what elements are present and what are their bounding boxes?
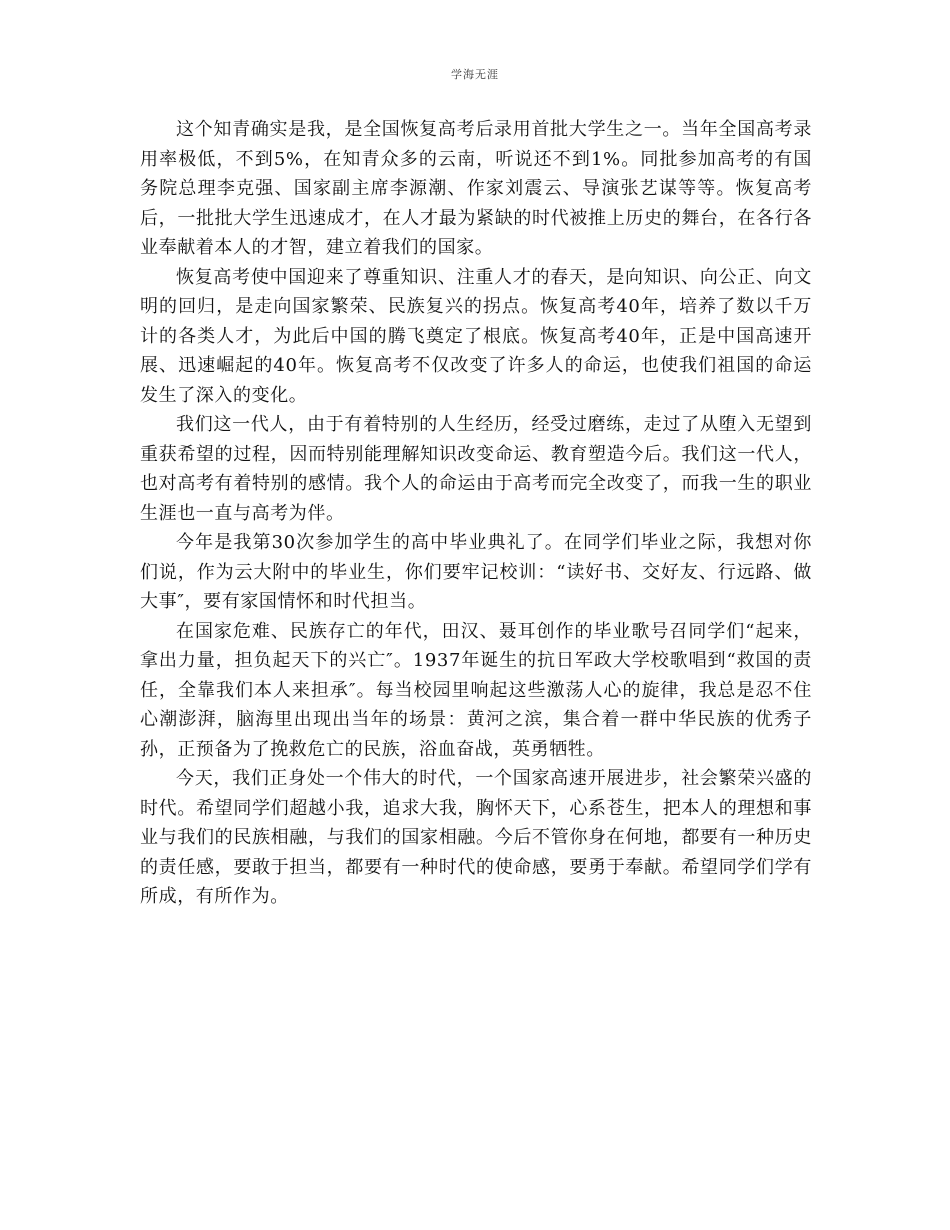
paragraph: 我们这一代人，由于有着特别的人生经历，经受过磨练，走过了从堕入无望到重获希望的过程，因而特别能理解知识改变命运、教育塑造今后。我们这一代人，也对高考有着特别的感情。我个人的命运由于高考而完全改变了，而我一生的职业生涯也一直与高考为伴。 <box>140 414 812 524</box>
paragraph: 在国家危难、民族存亡的年代，田汉、聂耳创作的毕业歌号召同学们“起来，拿出力量，担负起天下的兴亡″。1937年诞生的抗日军政大学校歌唱到“救国的责任，全靠我们本人来担承″。每当校园里响起这些激荡人心的旋律，我总是忍不住心潮澎湃，脑海里出现出当年的场景：黄河之滨，集合着一群中华民族的优秀子孙，正预备为了挽救危亡的民族，浴血奋战，英勇牺牲。 <box>140 620 812 760</box>
paragraph: 今年是我第30次参加学生的高中毕业典礼了。在同学们毕业之际，我想对你们说，作为云大附中的毕业生，你们要牢记校训：“读好书、交好友、行远路、做大事″，要有家国情怀和时代担当。 <box>140 532 812 612</box>
paragraph: 今天，我们正身处一个伟大的时代，一个国家高速开展进步，社会繁荣兴盛的时代。希望同学们超越小我，追求大我，胸怀天下，心系苍生，把本人的理想和事业与我们的民族相融，与我们的国家相融。今后不管你身在何地，都要有一种历史的责任感，要敢于担当，都要有一种时代的使命感，要勇于奉献。希望同学们学有所成，有所作为。 <box>140 768 812 907</box>
page-header: 学海无涯 <box>451 68 499 81</box>
document-body <box>140 115 812 912</box>
paragraph: 这个知青确实是我，是全国恢复高考后录用首批大学生之一。当年全国高考录用率极低，不到5%，在知青众多的云南，听说还不到1%。同批参加高考的有国务院总理李克强、国家副主席李源潮、作家刘震云、导演张艺谋等等。恢复高考后，一批批大学生迅速成才，在人才最为紧缺的时代被推上历史的舞台，在各行各业奉献着本人的才智，建立着我们的国家。 <box>140 119 812 258</box>
paragraph: 恢复高考使中国迎来了尊重知识、注重人才的春天，是向知识、向公正、向文明的回归，是走向国家繁荣、民族复兴的拐点。恢复高考40年，培养了数以千万计的各类人才，为此后中国的腾飞奠定了根底。恢复高考40年，正是中国高速开展、迅速崛起的40年。恢复高考不仅改变了许多人的命运，也使我们祖国的命运发生了深入的变化。 <box>140 266 812 406</box>
